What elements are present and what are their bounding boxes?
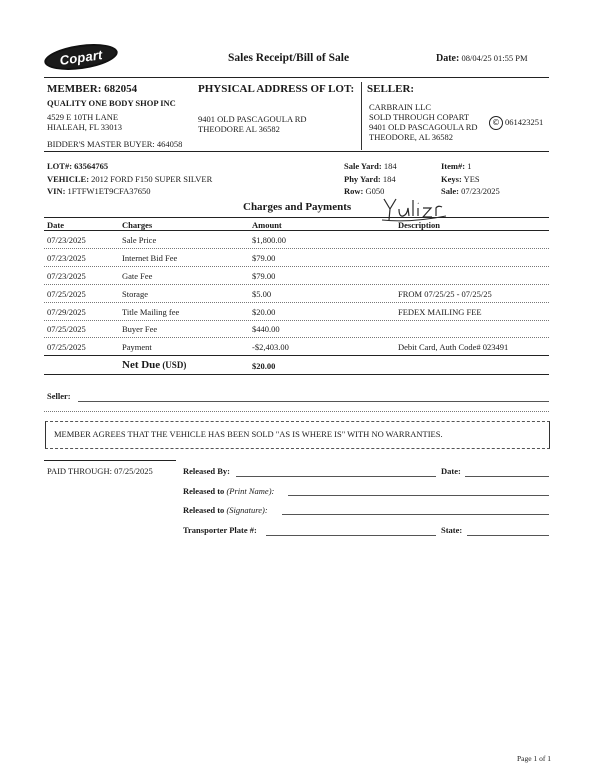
row-date: 07/25/2025: [47, 342, 86, 352]
released-to-signature-label: Released to (Signature):: [183, 505, 268, 515]
state-label: State:: [441, 525, 463, 535]
seller-signature-line[interactable]: [78, 401, 549, 402]
copart-logo: Copart: [43, 40, 120, 74]
row-separator: [44, 320, 549, 321]
row-date: 07/29/2025: [47, 307, 86, 317]
lot-address-line2: THEODORE AL 36582: [198, 124, 280, 134]
sale-date: Sale: 07/23/2025: [441, 186, 500, 196]
row-charge: Payment: [122, 342, 152, 352]
state-line[interactable]: [467, 535, 549, 536]
header-date-value: 08/04/25 01:55 PM: [461, 53, 528, 63]
row-amount: $79.00: [252, 271, 276, 281]
table-header-rule: [44, 230, 549, 231]
row-info: Row: G050: [344, 186, 385, 196]
row-charge: Gate Fee: [122, 271, 153, 281]
keys-info: Keys: YES: [441, 174, 480, 184]
seller-line1: CARBRAIN LLC: [369, 102, 432, 112]
row-date: 07/23/2025: [47, 253, 86, 263]
row-description: FEDEX MAILING FEE: [398, 307, 482, 317]
row-separator: [44, 284, 549, 285]
column-header-amount: Amount: [252, 220, 282, 230]
column-header-date: Date: [47, 220, 64, 230]
seller-line2: SOLD THROUGH COPART: [369, 112, 470, 122]
transporter-plate-label: Transporter Plate #:: [183, 525, 257, 535]
row-charge: Sale Price: [122, 235, 157, 245]
paid-through-rule: [44, 460, 176, 461]
print-name-line[interactable]: [288, 495, 549, 496]
row-amount: $440.00: [252, 324, 280, 334]
row-amount: $79.00: [252, 253, 276, 263]
column-header-description: Description: [398, 220, 441, 230]
row-separator: [44, 337, 549, 338]
phy-yard: Phy Yard: 184: [344, 174, 396, 184]
net-due-rule: [44, 374, 549, 375]
table-bottom-rule: [44, 355, 549, 356]
lot-address-line1: 9401 OLD PASCAGOULA RD: [198, 114, 307, 124]
member-address-line1: 4529 E 10TH LANE: [47, 112, 119, 122]
seller-line3: 9401 OLD PASCAGOULA RD: [369, 122, 478, 132]
row-charge: Internet Bid Fee: [122, 253, 178, 263]
released-by-line[interactable]: [236, 476, 436, 477]
vin-number: 1FTFW1ET9CFA37650: [67, 186, 151, 196]
lot-number: 63564765: [74, 161, 109, 171]
released-to-print-label: Released to (Print Name):: [183, 486, 275, 496]
member-address-line2: HIALEAH, FL 33013: [47, 122, 122, 132]
lot-number-line: LOT#: 63564765: [47, 161, 109, 171]
header-rule: [44, 77, 549, 78]
seller-divider: [361, 82, 362, 150]
warranty-notice-text: MEMBER AGREES THAT THE VEHICLE HAS BEEN SOLD "AS IS WHERE IS" WITH NO WARRANTIES.: [54, 429, 443, 439]
page-number: Page 1 of 1: [517, 754, 551, 763]
lot-address-heading: PHYSICAL ADDRESS OF LOT:: [198, 83, 355, 95]
row-separator: [44, 266, 549, 267]
phone-icon: ©: [489, 116, 503, 130]
item-number: Item#: 1: [441, 161, 472, 171]
paid-through: PAID THROUGH: 07/25/2025: [47, 466, 153, 476]
row-amount: $1,800.00: [252, 235, 286, 245]
row-date: 07/23/2025: [47, 271, 86, 281]
member-master-buyer: BIDDER'S MASTER BUYER: 464058: [47, 139, 183, 149]
row-date: 07/23/2025: [47, 235, 86, 245]
transporter-plate-line[interactable]: [266, 535, 436, 536]
row-date: 07/25/2025: [47, 324, 86, 334]
warranty-notice: [45, 421, 550, 449]
released-by-label: Released By:: [183, 466, 230, 476]
row-charge: Storage: [122, 289, 148, 299]
sale-yard: Sale Yard: 184: [344, 161, 397, 171]
row-description: Debit Card, Auth Code# 023491: [398, 342, 509, 352]
row-separator: [44, 302, 549, 303]
signature-line[interactable]: [282, 514, 549, 515]
row-date: 07/25/2025: [47, 289, 86, 299]
seller-signature-label: Seller:: [47, 391, 71, 401]
table-top-rule: [44, 217, 549, 218]
seller-phone: 061423251: [505, 117, 544, 127]
header-date-label: Date:: [436, 53, 460, 64]
seller-line4: THEODORE, AL 36582: [369, 132, 453, 142]
release-date-line[interactable]: [465, 476, 549, 477]
member-number: 682054: [104, 83, 138, 95]
member-heading: MEMBER: 682054: [47, 83, 138, 95]
member-name: QUALITY ONE BODY SHOP INC: [47, 98, 176, 108]
charges-title: Charges and Payments: [243, 201, 352, 213]
section-rule: [44, 151, 549, 152]
document-title: Sales Receipt/Bill of Sale: [228, 52, 350, 64]
seller-heading: SELLER:: [367, 83, 415, 95]
header-date: [436, 53, 528, 64]
vin-line: VIN: 1FTFW1ET9CFA37650: [47, 186, 151, 196]
row-amount: $5.00: [252, 289, 272, 299]
row-description: FROM 07/25/25 - 07/25/25: [398, 289, 492, 299]
row-separator: [44, 248, 549, 249]
net-due-value: $20.00: [252, 361, 276, 371]
release-date-label: Date:: [441, 466, 461, 476]
row-charge: Buyer Fee: [122, 324, 158, 334]
row-charge: Title Mailing fee: [122, 307, 180, 317]
column-header-charges: Charges: [122, 220, 153, 230]
net-due-label: Net Due (USD): [122, 359, 187, 371]
row-amount: -$2,403.00: [252, 342, 289, 352]
vehicle-description: 2012 FORD F150 SUPER SILVER: [91, 174, 213, 184]
divider: [44, 411, 549, 412]
row-amount: $20.00: [252, 307, 276, 317]
vehicle-line: VEHICLE: 2012 FORD F150 SUPER SILVER: [47, 174, 213, 184]
net-due-unit: (USD): [162, 360, 187, 370]
